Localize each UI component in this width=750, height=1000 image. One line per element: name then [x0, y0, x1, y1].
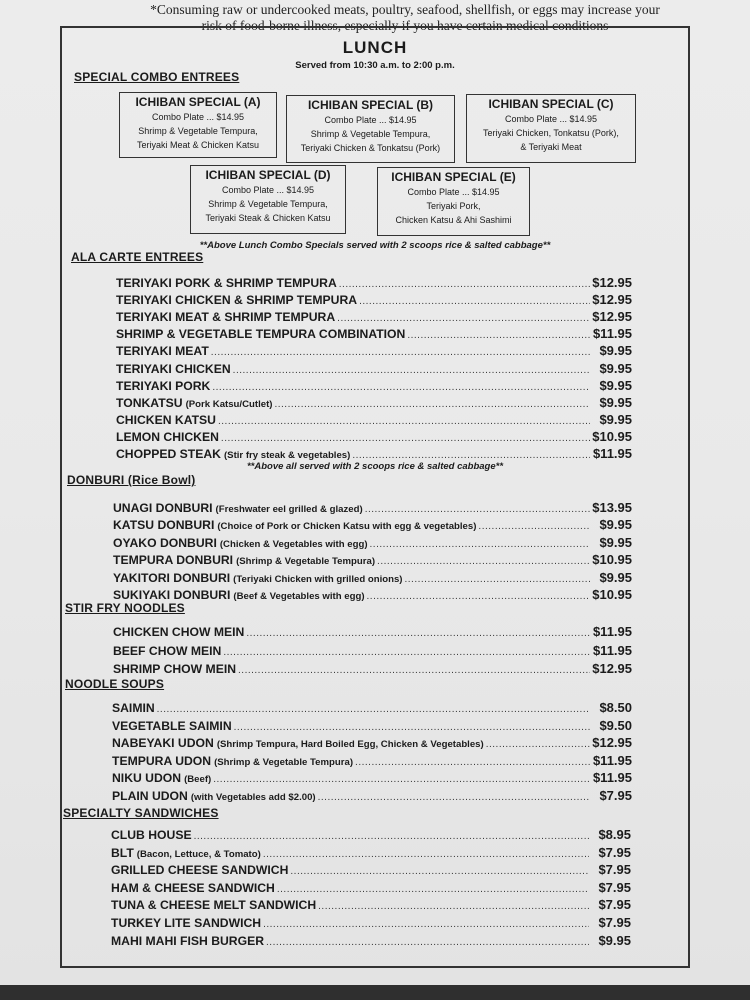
combo-price: Combo Plate ... $14.95 — [221, 185, 315, 195]
item-price: $9.95 — [599, 411, 632, 427]
item-price: $12.95 — [592, 661, 632, 676]
item-name: YAKITORI DONBURI — [113, 570, 231, 585]
menu-item — [112, 700, 632, 718]
item-name: TURKEY LITE SANDWICH — [111, 916, 262, 930]
dot-leader — [212, 380, 590, 396]
dot-leader — [194, 829, 589, 845]
dot-leader — [318, 899, 589, 915]
menu-item — [113, 500, 632, 518]
menu-item — [113, 535, 632, 553]
menu-item — [112, 788, 632, 806]
item-price: $9.50 — [599, 717, 632, 733]
combo-name: ICHIBAN SPECIAL (A) — [135, 95, 261, 109]
dot-leader — [478, 519, 590, 535]
item-price: $8.95 — [598, 827, 631, 842]
item-name: TERIYAKI MEAT & SHRIMP TEMPURA — [116, 310, 336, 325]
combo-note: **Above Lunch Combo Specials served with 2 scoops rice & salted cabbage** — [199, 240, 551, 251]
dot-leader — [365, 502, 590, 518]
sandwiches-heading: SPECIALTY SANDWICHES — [63, 806, 219, 820]
item-name: TERIYAKI PORK & SHRIMP TEMPURA — [116, 276, 337, 290]
menu-item — [116, 395, 632, 413]
dot-leader — [359, 294, 590, 310]
item-description: (Pork Katsu/Cutlet) — [185, 398, 273, 410]
item-description: (Beef) — [184, 774, 212, 785]
combo-box-d — [190, 165, 346, 234]
served-hours: Served from 10:30 a.m. to 2:00 p.m. — [295, 60, 455, 71]
combo-box-b — [286, 95, 455, 163]
item-name: TEMPURA DONBURI — [113, 553, 234, 568]
item-price: $7.95 — [599, 787, 632, 803]
dot-leader — [246, 626, 590, 642]
combo-line: Teriyaki Chicken & Tonkatsu (Pork) — [300, 143, 441, 153]
item-description: (with Vegetables add $2.00) — [190, 791, 316, 803]
dot-leader — [238, 663, 590, 679]
item-name: TUNA & CHEESE MELT SANDWICH — [111, 898, 317, 913]
combo-box-a — [119, 92, 277, 158]
dot-leader — [211, 345, 590, 361]
item-price: $11.95 — [592, 770, 632, 785]
combo-line: & Teriyaki Meat — [520, 142, 582, 152]
item-name: SAIMIN — [112, 701, 155, 715]
menu-item — [113, 643, 632, 661]
combo-price: Combo Plate ... $14.95 — [151, 112, 245, 122]
menu-item — [111, 933, 631, 951]
combo-name: ICHIBAN SPECIAL (D) — [205, 168, 331, 182]
item-description: (Shrimp Tempura, Hard Boiled Egg, Chicken & Vegetables) — [216, 739, 484, 750]
dot-leader — [233, 363, 590, 379]
item-price: $9.95 — [599, 377, 632, 393]
combo-line: Teriyaki Pork, — [426, 201, 481, 211]
dot-leader — [223, 645, 590, 661]
item-name: TONKATSU — [116, 395, 183, 410]
item-description: (Shrimp & Vegetable Tempura) — [214, 756, 354, 768]
item-price: $11.95 — [592, 326, 632, 342]
item-description: (Freshwater eel grilled & glazed) — [215, 504, 363, 515]
item-name: CHICKEN KATSU — [116, 412, 216, 427]
menu-item — [113, 661, 632, 679]
menu-item — [111, 897, 631, 915]
dot-leader — [266, 935, 589, 951]
item-price: $10.95 — [592, 552, 632, 568]
menu-item — [113, 517, 632, 535]
item-price: $11.95 — [592, 642, 632, 658]
menu-item — [116, 378, 632, 396]
menu-item — [111, 880, 631, 898]
donburi-heading: DONBURI (Rice Bowl) — [67, 473, 196, 487]
dot-leader — [277, 882, 589, 898]
item-price: $9.95 — [599, 394, 632, 410]
item-name: MAHI MAHI FISH BURGER — [111, 933, 265, 948]
item-name: SUKIYAKI DONBURI — [113, 588, 231, 602]
menu-item — [116, 309, 632, 327]
item-price: $12.95 — [592, 309, 632, 325]
item-price: $9.95 — [599, 517, 632, 533]
menu-item — [116, 412, 632, 430]
combo-price: Combo Plate ... $14.95 — [407, 187, 500, 197]
menu-item — [111, 827, 631, 845]
combo-name: ICHIBAN SPECIAL (C) — [488, 97, 614, 111]
item-price: $12.95 — [592, 275, 632, 290]
item-name: CHICKEN CHOW MEIN — [113, 625, 245, 639]
item-price: $9.95 — [599, 534, 632, 550]
item-name: HAM & CHEESE SANDWICH — [111, 880, 275, 895]
dot-leader — [263, 847, 589, 863]
item-price: $10.95 — [592, 587, 632, 602]
item-name: SHRIMP CHOW MEIN — [113, 662, 237, 676]
noodle-soups-heading: NOODLE SOUPS — [65, 677, 165, 691]
combo-line: Shrimp & Vegetable Tempura, — [208, 199, 328, 209]
item-name: UNAGI DONBURI — [113, 501, 213, 515]
dot-leader — [377, 554, 590, 570]
item-price: $7.95 — [598, 879, 631, 895]
item-name: CLUB HOUSE — [111, 828, 192, 842]
item-name: NABEYAKI UDON — [112, 736, 214, 750]
dot-leader — [318, 790, 590, 806]
item-name: GRILLED CHEESE SANDWICH — [111, 863, 289, 878]
item-description: (Choice of Pork or Chicken Katsu with egg & vegetables) — [217, 521, 477, 533]
dot-leader — [157, 702, 590, 718]
menu-item — [112, 718, 632, 736]
combo-line: Shrimp & Vegetable Tempura, — [138, 126, 258, 136]
menu-item — [111, 845, 631, 863]
item-name: PLAIN UDON — [112, 788, 188, 803]
table-edge — [0, 985, 750, 1000]
item-name: VEGETABLE SAIMIN — [112, 718, 232, 733]
dot-leader — [263, 917, 589, 933]
item-description: (Chicken & Vegetables with egg) — [219, 538, 368, 550]
dot-leader — [213, 772, 590, 788]
item-price: $7.95 — [598, 897, 631, 913]
item-name: KATSU DONBURI — [113, 518, 215, 533]
dot-leader — [486, 737, 590, 753]
item-name: OYAKO DONBURI — [113, 535, 217, 550]
stir-fry-heading: STIR FRY NOODLES — [65, 601, 185, 615]
item-price: $7.95 — [598, 862, 631, 878]
dot-leader — [218, 414, 590, 430]
menu-item — [116, 343, 632, 361]
item-description: (Stir fry steak & vegetables) — [223, 450, 351, 461]
item-name: TERIYAKI MEAT — [116, 344, 209, 359]
dot-leader — [367, 589, 590, 605]
combo-line: Teriyaki Meat & Chicken Katsu — [136, 140, 260, 150]
item-name: NIKU UDON — [112, 771, 182, 785]
dot-leader — [337, 311, 590, 327]
ala-carte-note: **Above all served with 2 scoops rice & salted cabbage** — [246, 461, 504, 472]
item-name: SHRIMP & VEGETABLE TEMPURA COMBINATION — [116, 327, 406, 342]
combo-heading: SPECIAL COMBO ENTREES — [74, 70, 240, 84]
menu-item — [113, 624, 632, 642]
item-price: $7.95 — [598, 844, 631, 860]
item-name: CHOPPED STEAK — [116, 447, 221, 461]
item-name: LEMON CHICKEN — [116, 429, 219, 444]
dot-leader — [355, 755, 590, 771]
combo-line: Teriyaki Steak & Chicken Katsu — [205, 213, 331, 223]
item-name: TERIYAKI CHICKEN & SHRIMP TEMPURA — [116, 293, 358, 308]
item-description: (Teriyaki Chicken with grilled onions) — [233, 573, 403, 585]
dot-leader — [274, 397, 590, 413]
item-price: $9.95 — [599, 360, 632, 376]
menu-item — [116, 275, 632, 293]
dot-leader — [407, 328, 590, 344]
menu-item — [116, 292, 632, 310]
menu-item — [116, 326, 632, 344]
disclaimer: *Consuming raw or undercooked meats, poultry, seafood, shellfish, or eggs may increase your risk of food-borne illness, especially if you have certain medical conditions — [150, 2, 660, 33]
menu-title: LUNCH — [342, 38, 408, 57]
item-price: $9.95 — [598, 932, 631, 948]
menu-item — [116, 429, 632, 447]
item-price: $11.95 — [592, 446, 632, 461]
menu-item — [112, 735, 632, 753]
menu-item — [112, 753, 632, 771]
item-name: BLT — [111, 845, 134, 860]
dot-leader — [290, 864, 589, 880]
item-description: (Shrimp & Vegetable Tempura) — [236, 556, 376, 568]
item-price: $9.95 — [599, 343, 632, 359]
menu-item — [113, 552, 632, 570]
item-name: TEMPURA UDON — [112, 753, 212, 768]
item-price: $12.95 — [592, 292, 632, 308]
dot-leader — [339, 277, 590, 293]
combo-name: ICHIBAN SPECIAL (B) — [307, 98, 434, 112]
item-price: $12.95 — [592, 735, 632, 750]
menu-item — [111, 915, 631, 933]
combo-price: Combo Plate ... $14.95 — [324, 115, 417, 125]
combo-name: ICHIBAN SPECIAL (E) — [391, 170, 516, 184]
item-price: $11.95 — [592, 624, 632, 639]
dot-leader — [370, 537, 590, 553]
item-price: $7.95 — [598, 915, 631, 930]
item-description: (Beef & Vegetables with egg) — [233, 591, 365, 602]
combo-line: Chicken Katsu & Ahi Sashimi — [395, 215, 512, 225]
item-price: $10.95 — [592, 428, 632, 444]
combo-box-e — [377, 167, 530, 236]
dot-leader — [221, 431, 590, 447]
menu-item — [111, 862, 631, 880]
combo-line: Teriyaki Chicken, Tonkatsu (Pork), — [483, 128, 619, 138]
item-description: (Bacon, Lettuce, & Tomato) — [136, 848, 261, 860]
dot-leader — [405, 572, 591, 588]
combo-line: Shrimp & Vegetable Tempura, — [310, 129, 431, 139]
item-name: BEEF CHOW MEIN — [113, 643, 222, 658]
item-price: $9.95 — [599, 569, 632, 585]
dot-leader — [234, 720, 590, 736]
item-price: $11.95 — [592, 752, 632, 768]
combo-box-c — [466, 94, 636, 163]
menu-item — [113, 570, 632, 588]
menu-item — [116, 361, 632, 379]
item-name: TERIYAKI CHICKEN — [116, 361, 231, 376]
item-name: TERIYAKI PORK — [116, 378, 211, 393]
item-price: $13.95 — [592, 500, 632, 515]
item-price: $8.50 — [599, 700, 632, 715]
combo-price: Combo Plate ... $14.95 — [504, 114, 598, 124]
menu-item — [113, 587, 632, 605]
ala-carte-heading: ALA CARTE ENTREES — [71, 250, 204, 264]
menu-item — [112, 770, 632, 788]
